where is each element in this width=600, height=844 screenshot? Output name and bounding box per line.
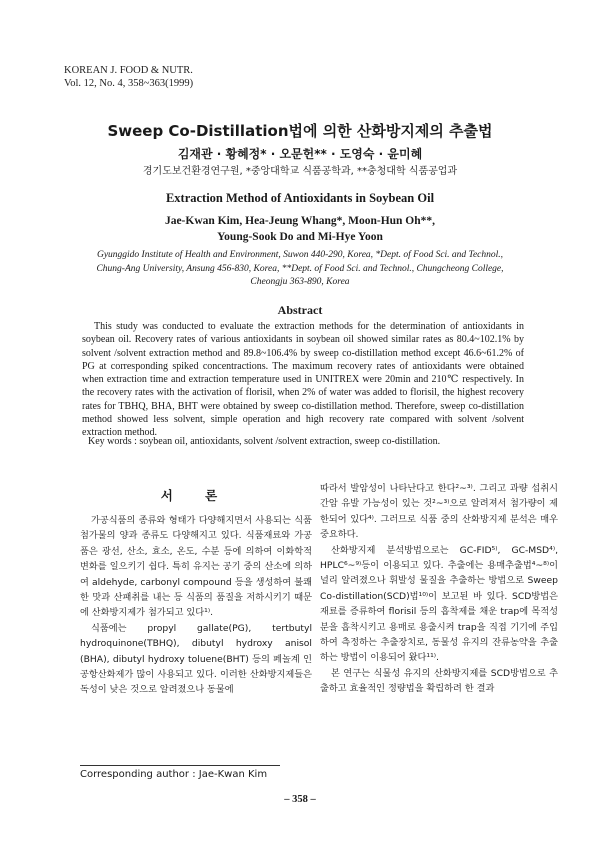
journal-volume: Vol. 12, No. 4, 358~363(1999) [64,78,194,89]
affiliation-english-line3: Cheongju 363-890, Korea [250,277,350,287]
right-paragraph-3: 본 연구는 식물성 유지의 산화방지제를 SCD방법으로 추출하고 효율적인 정량법을 확립하려 한 결과 [320,667,558,695]
affiliation-english-line1: Gyunggido Institute of Health and Environment, Suwon 440-290, Korea, *Dept. of Food Sci. and Technol., [96,250,504,260]
section-heading-introduction: 서 론 [160,488,232,503]
authors-english-line1: Jae-Kwan Kim, Hea-Jeung Whang*, Moon-Hun Oh**, [164,215,436,227]
journal-name: KOREAN J. FOOD & NUTR. [64,65,193,76]
affiliation-korean: 경기도보건환경연구원, *중앙대학교 식품공학과, **충청대학 식품공업과 [142,166,458,177]
journal-citation [64,64,193,90]
abstract-heading: Abstract [277,303,323,317]
right-paragraph-2: 산화방지제 분석방법으로는 GC-FID⁵⁾, GC-MSD⁴⁾, HPLC⁶~⁹⁾등이 이용되고 있다. 추출에는 용매추출법⁴~⁸⁾이 널리 알려졌으나 휘발성 물질을 추출하는 방법으로 Sweep Co-distillation(SCD)법¹⁰⁾이 보고된 바 있다. SCD방법은 재료를 증류하여 florisil 등의 흡착제를 채운 trap에 목적성분을 흡착시키고 용매로 용출시켜 trap을 직접 기기에 주입하여 측정하는 추출장치로, 동물성 유지의 잔류농약을 추출하는 방법이 이용되어 왔다¹¹⁾. [320,544,558,664]
right-paragraph-1: 따라서 발암성이 나타난다고 한다²~³⁾. 그리고 과량 섭취시 간암 유발 가능성이 있는 것²~³⁾으로 알려져서 첨가량이 제한되어 있다⁴⁾. 그러므로 식품 중의 산화방지제 분석은 매우 중요하다. [320,483,558,541]
title-korean: Sweep Co-Distillation법에 의한 산화방지제의 추출법 [107,122,493,140]
right-column [320,481,558,697]
page-number: – 358 – [284,794,316,805]
footnote-divider [80,765,280,766]
corresponding-author: Corresponding author : Jae-Kwan Kim [80,769,268,780]
keywords: Key words : soybean oil, antioxidants, solvent /solvent extraction, sweep co-distillation. [88,436,441,447]
title-english: Extraction Method of Antioxidants in Soybean Oil [165,191,435,205]
affiliation-english-line2: Chung-Ang University, Ansung 456-830, Korea, **Dept. of Food Sci. and Technol., Chungcheong College, [96,263,504,274]
authors-english [0,213,600,245]
left-column [80,513,312,698]
abstract-body [82,320,524,440]
left-paragraph-2: 식품에는 propyl gallate(PG), tertbutyl hydroquinone(TBHQ), dibutyl hydroxy anisol (BHA), dibutyl hydroxy toluene(BHT) 등의 페놀계 인공항산화제가 많이 사용되고 있다. 이러한 산화방지제들은 독성이 낮은 것으로 알려졌으나 동물에 [80,622,312,696]
left-paragraph-1: 가공식품의 종류와 형태가 다양해지면서 사용되는 식품첨가물의 양과 종류도 다양해지고 있다. 식품재료와 가공품은 광선, 산소, 효소, 온도, 수분 등에 의하여 이화학적 변화를 일으키기 쉽다. 특히 유지는 공기 중의 산소에 의하여 aldehyde, carbonyl compound 등을 생성하여 불쾌한 맛과 산패취를 내는 등 식품의 품질을 저하시키기 때문에 산화방지제가 첨가되고 있다¹⁾. [80,515,312,619]
authors-korean: 김재관 · 황혜정* · 오문헌** · 도영숙 · 윤미혜 [177,147,423,161]
abstract-paragraph: This study was conducted to evaluate the extraction methods for the determination of antioxidants in soybean oil. Recovery rates of various antioxidants in soybean oil showed similar rates as 80.4~102.1% by solvent /solvent extraction method and 89.8~106.4% by sweep co-distillation method except 46.6~61.2% of PG at corresponding spiked concentractions. The maximum recovery rates of antioxidants were obtained when extraction time and extraction temperature used in UNITREX were 20min and 210℃ respectively. In the recovery rates with the activation of florisil, when 2% of water was added to florisil, the highest recovery rates for TBHQ, BHA, BHT were obtained by sweep co-distillation method. Therefore, sweep co-distillation method showed less solvent, simple operation and high recovery rate compared with solvent /solvent extraction method. [82,321,524,439]
authors-english-line2: Young-Sook Do and Mi-Hye Yoon [217,231,383,243]
affiliation-english [70,249,530,290]
